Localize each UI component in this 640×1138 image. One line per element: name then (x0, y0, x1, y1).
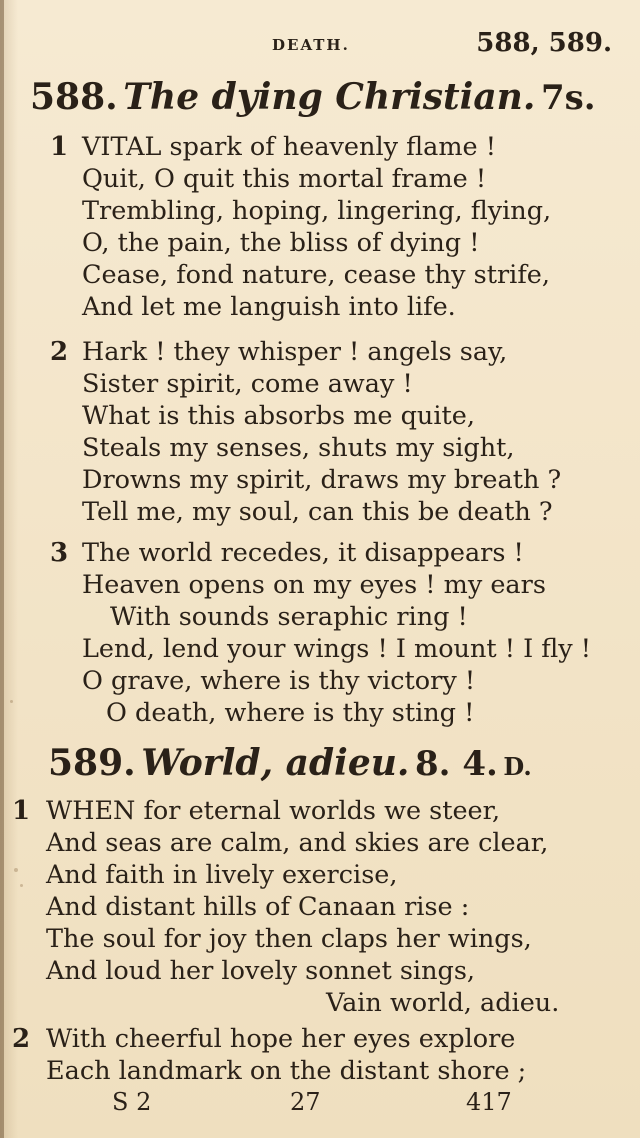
verse-line: What is this absorbs me quite, (82, 401, 475, 431)
hymn-589-heading (48, 742, 532, 784)
page-binding-edge (0, 0, 4, 1138)
verse-line: With sounds seraphic ring ! (110, 602, 468, 632)
verse-line: O grave, where is thy victory ! (82, 666, 476, 696)
verse-line: Sister spirit, come away ! (82, 369, 413, 399)
footer-volume-number: 27 (290, 1088, 321, 1116)
verse-line: The world recedes, it disappears ! (82, 538, 524, 568)
verse-line: Drowns my spirit, draws my breath ? (82, 465, 562, 495)
footer-signature-mark: S 2 (112, 1088, 152, 1116)
hymn-number: 588. (30, 76, 118, 118)
verse-number: 1 (50, 132, 69, 162)
verse-line: VITAL spark of heavenly flame ! (82, 132, 496, 162)
verse-line: Hark ! they whisper ! angels say, (82, 337, 508, 367)
hymn-title: The dying Christian. (123, 76, 536, 118)
paper-speck (10, 700, 13, 703)
verse-line: And faith in lively exercise, (46, 860, 398, 890)
verse-line: O death, where is thy sting ! (106, 698, 475, 728)
verse-line: Quit, O quit this mortal frame ! (82, 164, 487, 194)
hymn-number: 589. (48, 742, 136, 784)
verse-line: Heaven opens on my eyes ! my ears (82, 570, 546, 600)
verse-line: Vain world, adieu. (326, 988, 560, 1018)
verse-line: Steals my senses, shuts my sight, (82, 433, 515, 463)
verse-line: Lend, lend your wings ! I mount ! I fly ! (82, 634, 592, 664)
verse-line: And loud her lovely sonnet sings, (46, 956, 476, 986)
paper-speck (14, 868, 18, 872)
verse-line: O, the pain, the bliss of dying ! (82, 228, 480, 258)
verse-line: Tell me, my soul, can this be death ? (82, 497, 553, 527)
verse-line: And seas are calm, and skies are clear, (46, 828, 549, 858)
hymn-588-heading (30, 76, 596, 118)
verse-line: Each landmark on the distant shore ; (46, 1056, 527, 1086)
hymn-meter: 8. 4. (415, 744, 498, 784)
verse-number: 1 (12, 796, 31, 826)
verse-line: And let me languish into life. (82, 292, 456, 322)
verse-line: WHEN for eternal worlds we steer, (46, 796, 501, 826)
verse-line: And distant hills of Canaan rise : (46, 892, 470, 922)
running-head-title: DEATH. (272, 36, 350, 54)
hymn-meter: 7s. (540, 78, 596, 118)
hymn-title: World, adieu. (141, 742, 410, 784)
running-head (0, 28, 640, 62)
hymn-meter-suffix: D. (503, 752, 532, 781)
verse-number: 3 (50, 538, 69, 568)
verse-line: Trembling, hoping, lingering, flying, (82, 196, 552, 226)
running-head-page-numbers: 588, 589. (476, 28, 612, 58)
verse-line: With cheerful hope her eyes explore (46, 1024, 516, 1054)
verse-line: Cease, fond nature, cease thy strife, (82, 260, 550, 290)
verse-line: The soul for joy then claps her wings, (46, 924, 532, 954)
paper-speck (20, 884, 23, 887)
verse-number: 2 (50, 337, 69, 367)
footer-page-number: 417 (466, 1088, 512, 1116)
verse-number: 2 (12, 1024, 31, 1054)
